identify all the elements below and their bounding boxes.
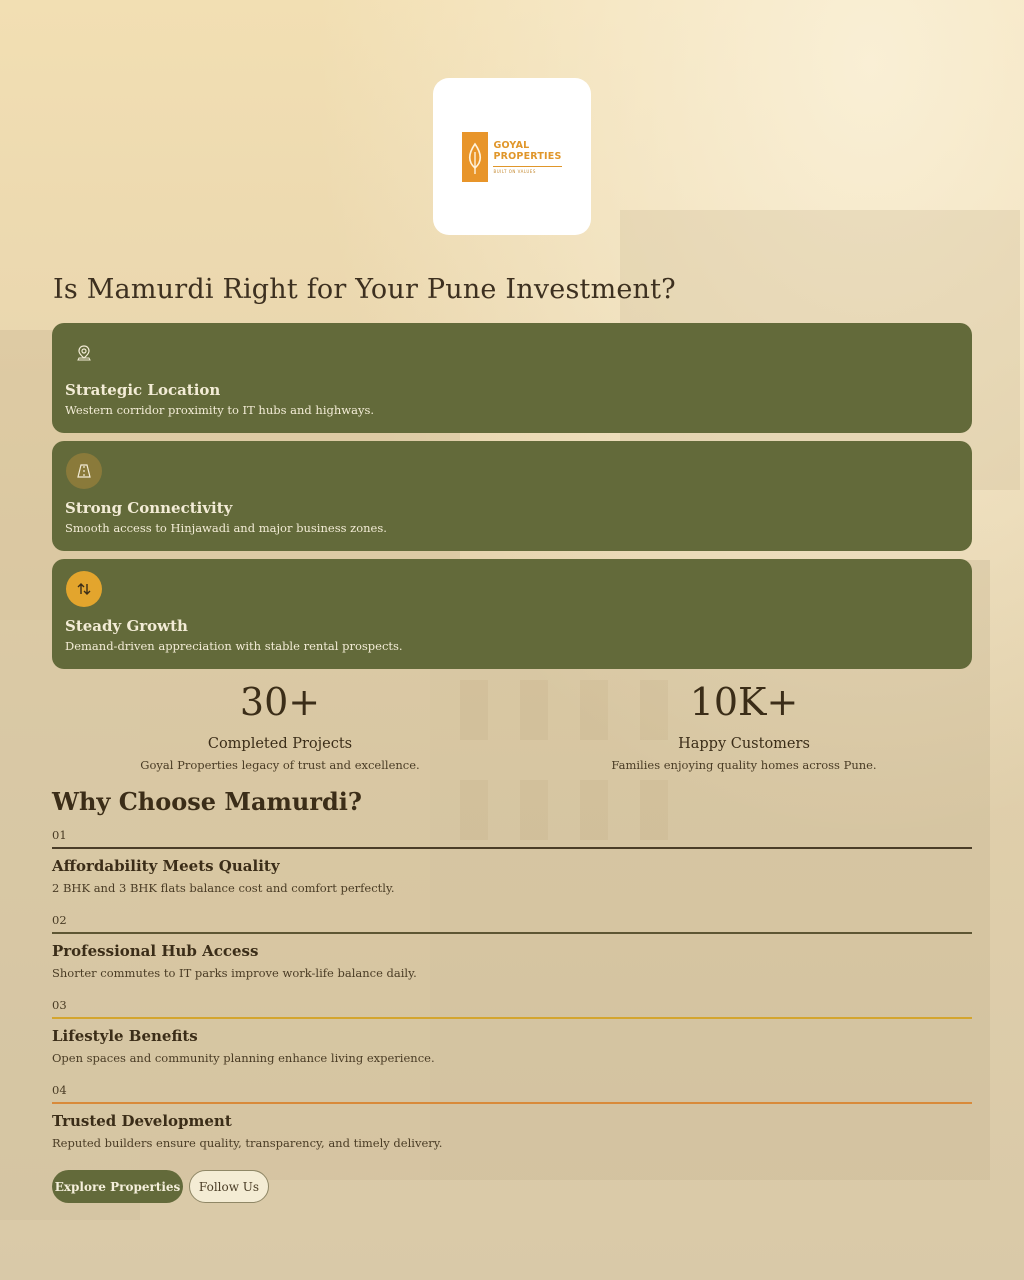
card-title: Steady Growth xyxy=(65,617,188,635)
item-description: Open spaces and community planning enhance living experience. xyxy=(52,1051,435,1065)
item-index: 02 xyxy=(52,913,67,927)
location-pin-icon xyxy=(66,335,102,371)
item-title: Professional Hub Access xyxy=(52,942,259,960)
item-description: Reputed builders ensure quality, transparency, and timely delivery. xyxy=(52,1136,443,1150)
explore-properties-button[interactable]: Explore Properties xyxy=(52,1170,183,1203)
why-item-2 xyxy=(52,913,972,980)
arrows-up-down-icon xyxy=(66,571,102,607)
page-title: Is Mamurdi Right for Your Pune Investment? xyxy=(53,274,676,305)
company-logo-card xyxy=(433,78,591,235)
divider xyxy=(52,847,972,849)
item-description: Shorter commutes to IT parks improve work-life balance daily. xyxy=(52,966,417,980)
stat-completed-projects xyxy=(130,680,430,772)
stat-label: Completed Projects xyxy=(207,736,353,752)
stat-number: 30+ xyxy=(239,680,321,724)
item-index: 01 xyxy=(52,828,67,842)
leaf-logo-icon xyxy=(462,132,488,182)
stat-number: 10K+ xyxy=(689,680,799,724)
why-item-3 xyxy=(52,998,972,1065)
why-item-1 xyxy=(52,828,972,895)
card-description: Western corridor proximity to IT hubs and highways. xyxy=(65,403,375,417)
card-description: Demand-driven appreciation with stable rental prospects. xyxy=(65,639,403,653)
divider xyxy=(52,1102,972,1104)
feature-card-strategic-location xyxy=(52,323,972,433)
item-description: 2 BHK and 3 BHK flats balance cost and comfort perfectly. xyxy=(52,881,395,895)
road-icon xyxy=(66,453,102,489)
why-item-4 xyxy=(52,1083,972,1150)
logo-line-2: PROPERTIES xyxy=(493,150,562,162)
item-index: 03 xyxy=(52,998,67,1012)
section-title-why-choose: Why Choose Mamurdi? xyxy=(52,787,362,816)
feature-card-strong-connectivity xyxy=(52,441,972,551)
item-index: 04 xyxy=(52,1083,67,1097)
stat-label: Happy Customers xyxy=(678,736,810,752)
follow-us-button[interactable]: Follow Us xyxy=(189,1170,269,1203)
item-title: Lifestyle Benefits xyxy=(52,1027,198,1045)
goyal-properties-logo xyxy=(462,132,561,182)
item-title: Trusted Development xyxy=(52,1112,232,1130)
logo-tagline: BUILT ON VALUES xyxy=(493,166,561,174)
stat-subtext: Families enjoying quality homes across Pune. xyxy=(611,758,877,772)
divider xyxy=(52,932,972,934)
card-title: Strategic Location xyxy=(65,381,221,399)
logo-line-1: GOYAL xyxy=(493,139,530,151)
stat-subtext: Goyal Properties legacy of trust and excellence. xyxy=(140,758,420,772)
card-description: Smooth access to Hinjawadi and major business zones. xyxy=(65,521,387,535)
stat-happy-customers xyxy=(594,680,894,772)
feature-card-steady-growth xyxy=(52,559,972,669)
item-title: Affordability Meets Quality xyxy=(52,857,280,875)
card-title: Strong Connectivity xyxy=(65,499,233,517)
divider xyxy=(52,1017,972,1019)
